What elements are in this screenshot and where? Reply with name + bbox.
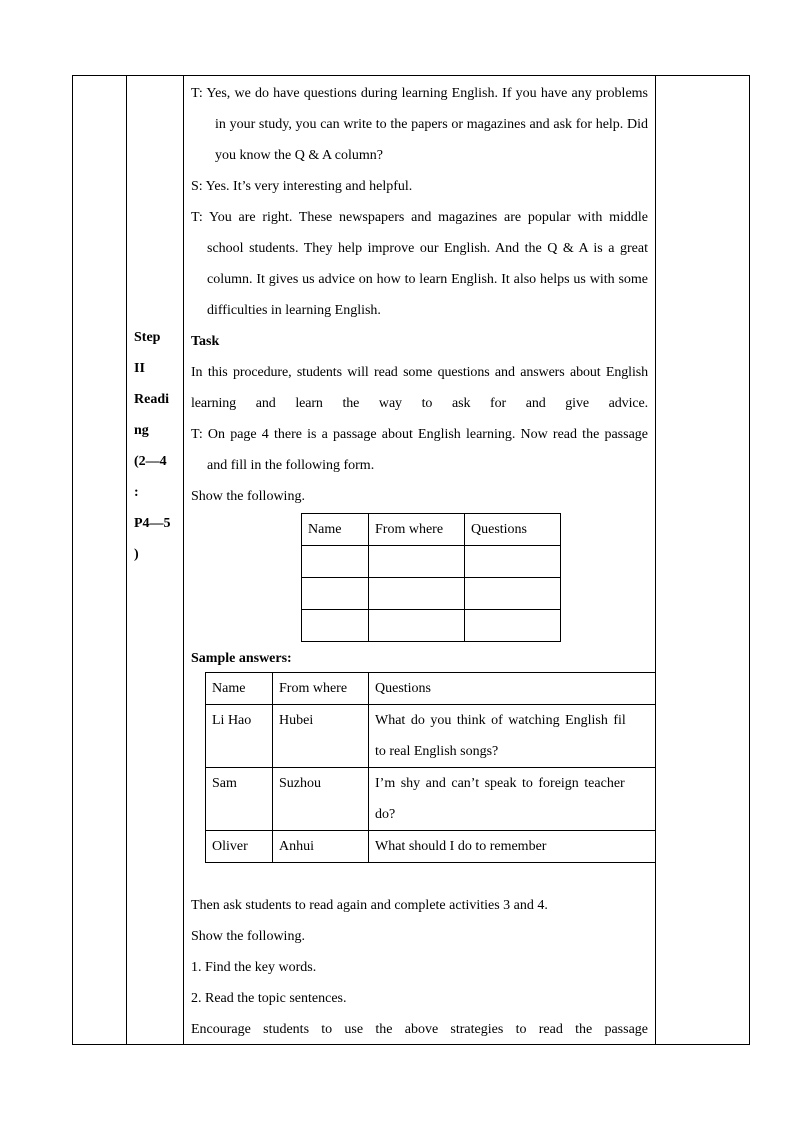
teacher-line-1: T: Yes, we do have questions during learning English. If you have any problems in your study, you can write to the papers or magazines and ask for help. Did you know the Q & A column? — [191, 86, 648, 163]
cell-from: Anhui — [273, 831, 369, 863]
table-row — [206, 831, 657, 863]
blank-cell — [302, 610, 369, 642]
cell-from: Suzhou — [273, 768, 369, 831]
blank-cell — [465, 578, 561, 610]
table-row — [302, 514, 561, 546]
step-line: P4—5 — [134, 516, 171, 531]
task-instruction: T: On page 4 there is a passage about English learning. Now read the passage and fill in the following form. — [191, 427, 648, 473]
blank-cell — [465, 546, 561, 578]
sample-answers-table — [205, 672, 656, 863]
header-name: Name — [206, 673, 273, 705]
task-heading: Task — [191, 334, 220, 349]
step-line: II — [134, 361, 145, 376]
blank-cell — [369, 578, 465, 610]
question-line: do? — [375, 807, 396, 822]
blank-cell — [465, 610, 561, 642]
teacher-line-2: T: You are right. These newspapers and magazines are popular with middle school students. They help improve our English. And the Q & A is a great column. It gives us advice on how to learn English. It also helps us with some difficulties in learning English. — [191, 210, 648, 318]
cell-name: Sam — [206, 768, 273, 831]
header-name: Name — [302, 514, 369, 546]
cell-name: Oliver — [206, 831, 273, 863]
task-intro: In this procedure, students will read some questions and answers about English learning and learn the way to ask for and give advice. — [191, 365, 648, 411]
show-following-2: Show the following. — [191, 929, 305, 944]
encourage-line: Encourage students to use the above strategies to read the passage — [191, 1022, 648, 1037]
strategy-item-1: 1. Find the key words. — [191, 960, 317, 975]
header-from-where: From where — [273, 673, 369, 705]
table-row — [206, 673, 657, 705]
sample-answers-heading: Sample answers: — [191, 651, 292, 666]
column-divider-3 — [655, 75, 656, 1045]
cell-question: What should I do to remember — [369, 831, 657, 863]
column-divider-1 — [126, 75, 127, 1045]
table-row — [302, 578, 561, 610]
step-line: (2—4 — [134, 454, 167, 469]
blank-cell — [369, 610, 465, 642]
cell-name: Li Hao — [206, 705, 273, 768]
cell-from: Hubei — [273, 705, 369, 768]
table-row — [206, 705, 657, 768]
step-label — [134, 322, 184, 570]
header-questions: Questions — [369, 673, 657, 705]
step-line: Step — [134, 330, 161, 345]
lesson-content — [191, 78, 648, 512]
question-line: I’m shy and can’t speak to foreign teacher — [375, 776, 625, 791]
step-line: ) — [134, 547, 139, 562]
blank-cell — [302, 546, 369, 578]
step-line: : — [134, 485, 139, 500]
header-questions: Questions — [465, 514, 561, 546]
table-row — [302, 546, 561, 578]
table-row — [302, 610, 561, 642]
cell-question — [369, 768, 657, 831]
question-line: to real English songs? — [375, 744, 499, 759]
step-line: Readi — [134, 392, 169, 407]
blank-form-table — [301, 513, 561, 642]
header-from-where: From where — [369, 514, 465, 546]
lesson-content-continued — [191, 890, 648, 1045]
strategy-item-2: 2. Read the topic sentences. — [191, 991, 347, 1006]
question-line: What do you think of watching English fil — [375, 713, 626, 728]
blank-cell — [369, 546, 465, 578]
show-following: Show the following. — [191, 489, 305, 504]
sample-table-wrap — [205, 672, 656, 864]
blank-cell — [302, 578, 369, 610]
cell-question — [369, 705, 657, 768]
student-line: S: Yes. It’s very interesting and helpful. — [191, 179, 413, 194]
then-instruction: Then ask students to read again and complete activities 3 and 4. — [191, 898, 548, 913]
step-line: ng — [134, 423, 149, 438]
table-row — [206, 768, 657, 831]
